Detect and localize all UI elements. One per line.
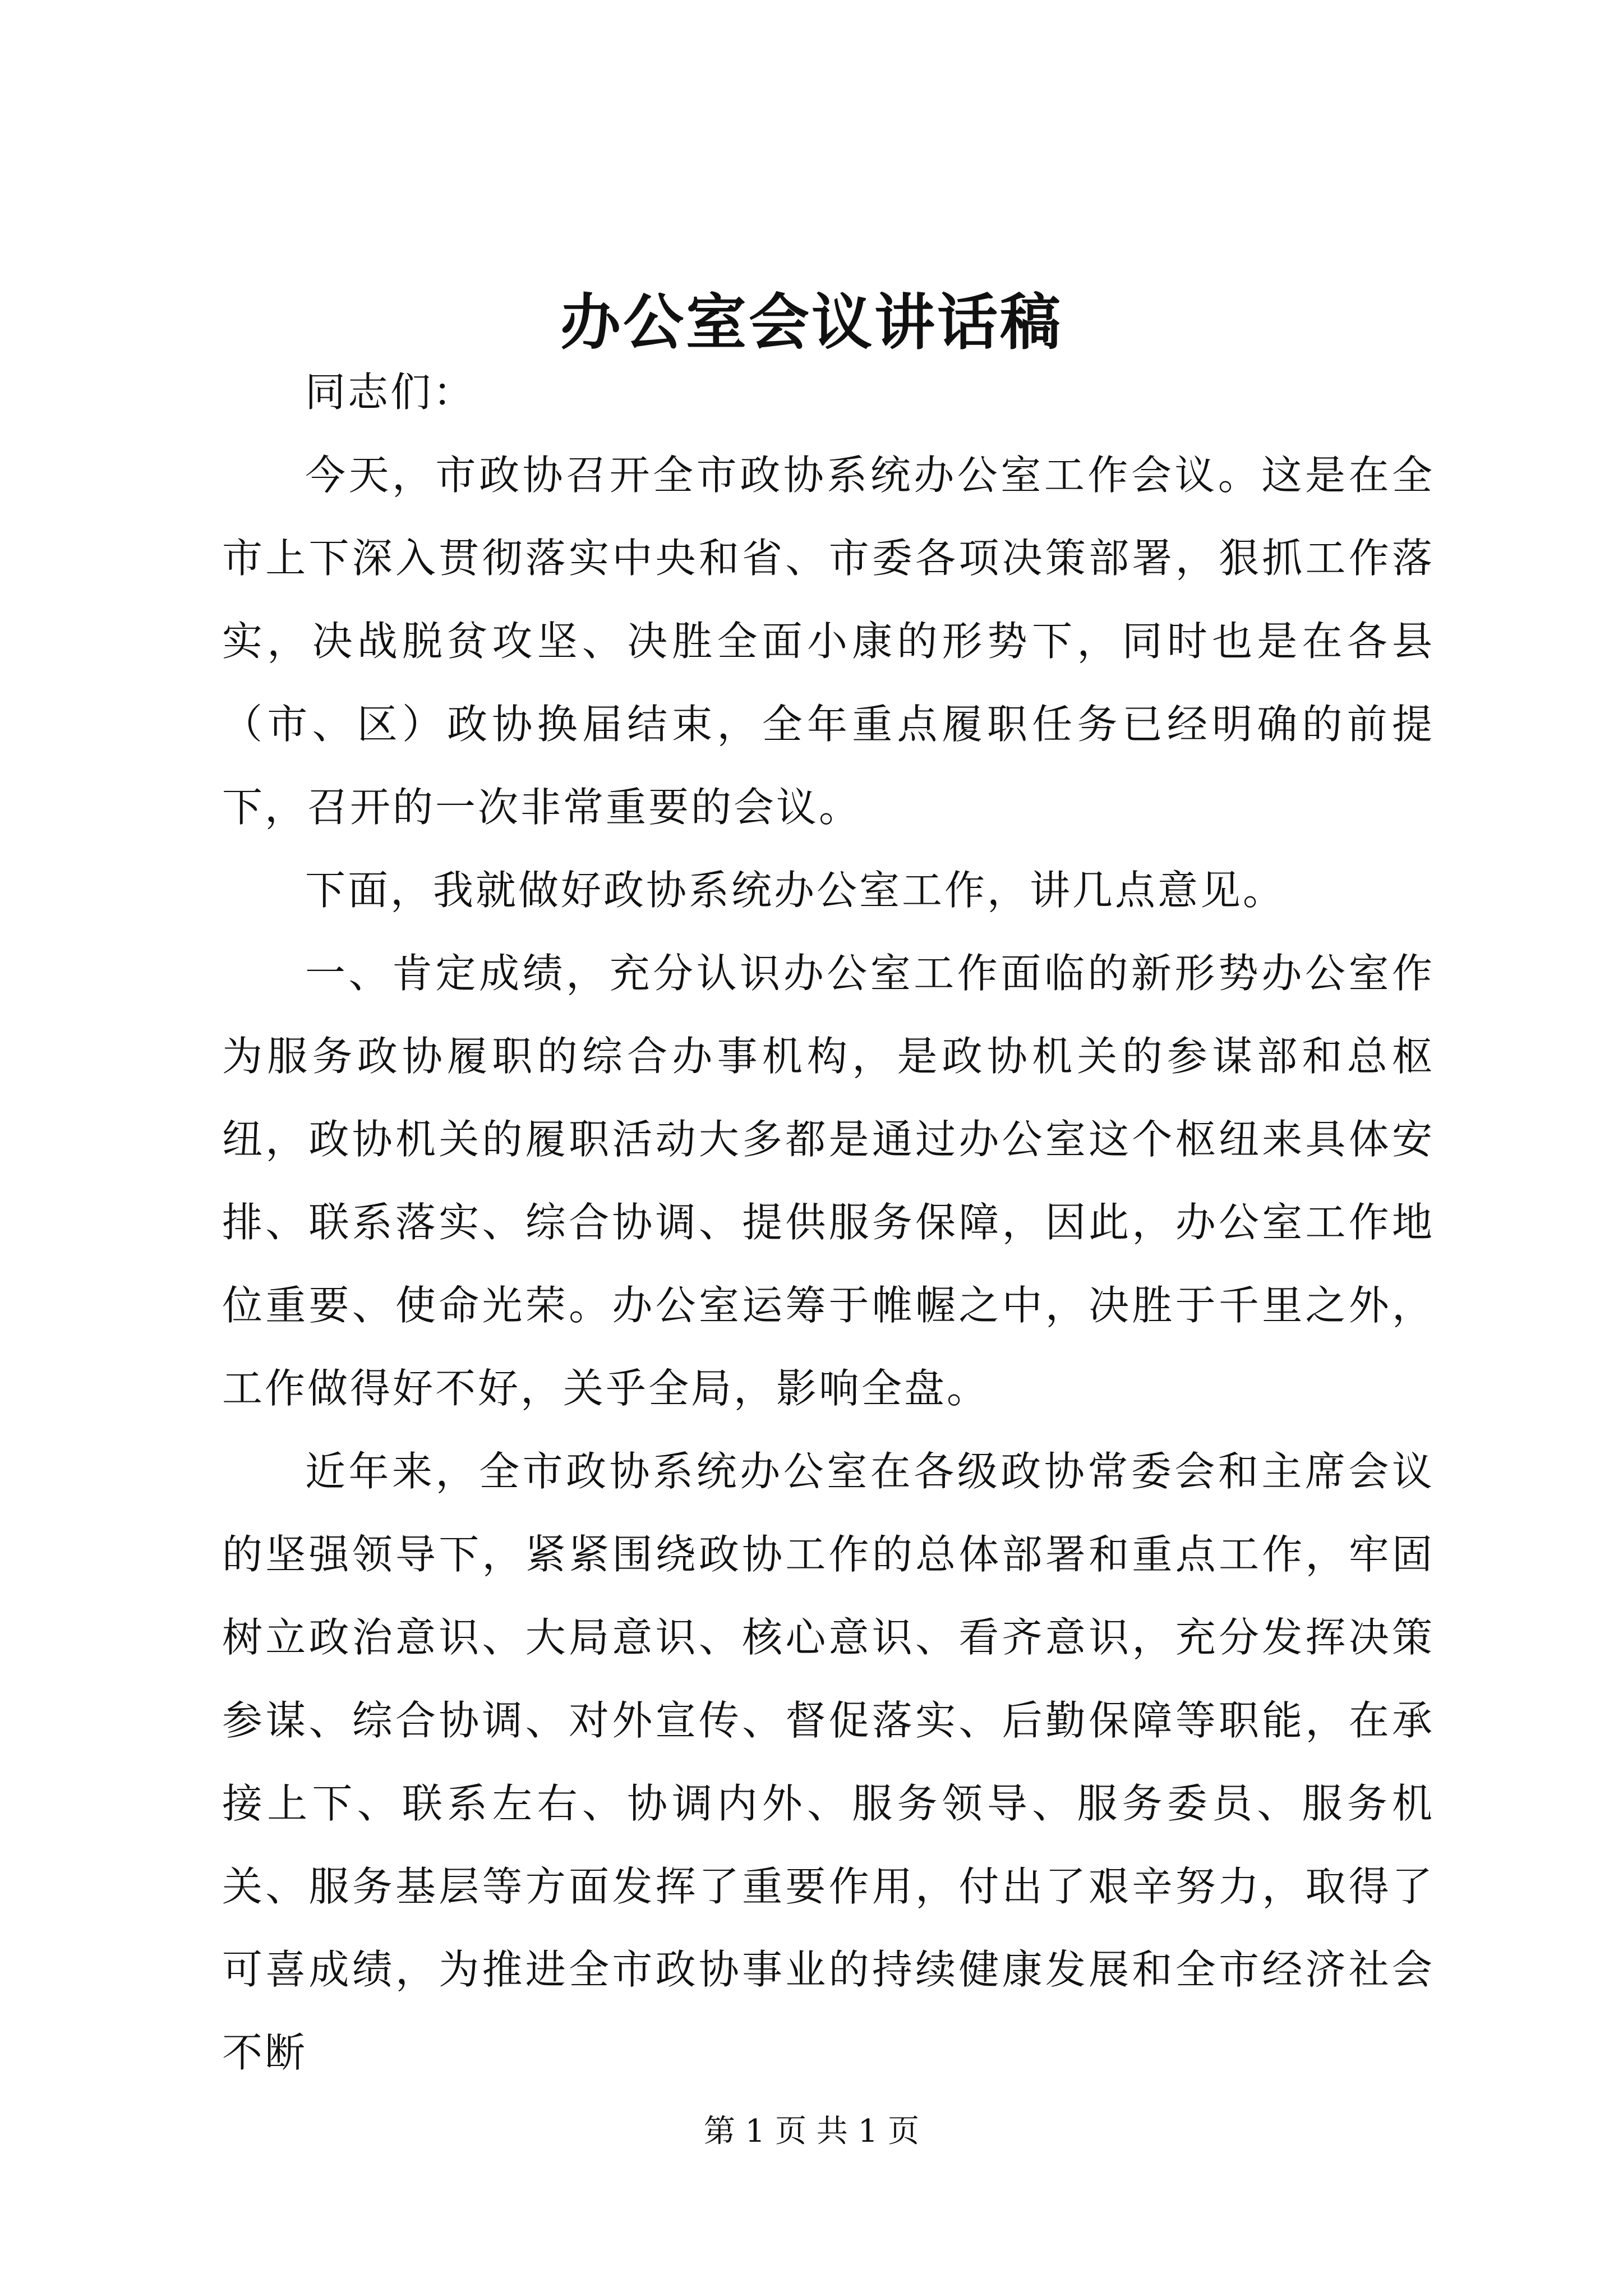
page-footer: 第 1 页 共 1 页 <box>703 2113 920 2150</box>
salutation-paragraph: 同志们： <box>305 369 476 416</box>
document-body <box>222 351 1435 2094</box>
body-paragraph: 一、肯定成绩，充分认识办公室工作面临的新形势办公室作为服务政协履职的综合办事机构，是政协机关的参谋部和总枢纽，政协机关的履职活动大多都是通过办公室这个枢纽来具体安排、联系落实、综合协调、提供服务保障，因此，办公室工作地位重要、使命光荣。办公室运筹于帷幄之中，决胜于千里之外，工作做得好不好，关乎全局，影响全盘。 <box>222 950 1435 1412</box>
body-paragraph: 下面，我就做好政协系统办公室工作，讲几点意见。 <box>305 867 1286 914</box>
document-title: 办公室会议讲话稿 <box>560 287 1063 358</box>
body-paragraph: 今天，市政协召开全市政协系统办公室工作会议。这是在全市上下深入贯彻落实中央和省、市委各项决策部署，狠抓工作落实，决战脱贫攻坚、决胜全面小康的形势下，同时也是在各县（市、区）政协换届结束，全年重点履职任务已经明确的前提下，召开的一次非常重要的会议。 <box>222 452 1435 831</box>
body-paragraph: 近年来，全市政协系统办公室在各级政协常委会和主席会议的坚强领导下，紧紧围绕政协工作的总体部署和重点工作，牢固树立政治意识、大局意识、核心意识、看齐意识，充分发挥决策参谋、综合协调、对外宣传、督促落实、后勤保障等职能，在承接上下、联系左右、协调内外、服务领导、服务委员、服务机关、服务基层等方面发挥了重要作用，付出了艰辛努力，取得了可喜成绩，为推进全市政协事业的持续健康发展和全市经济社会不断 <box>222 1448 1435 2076</box>
